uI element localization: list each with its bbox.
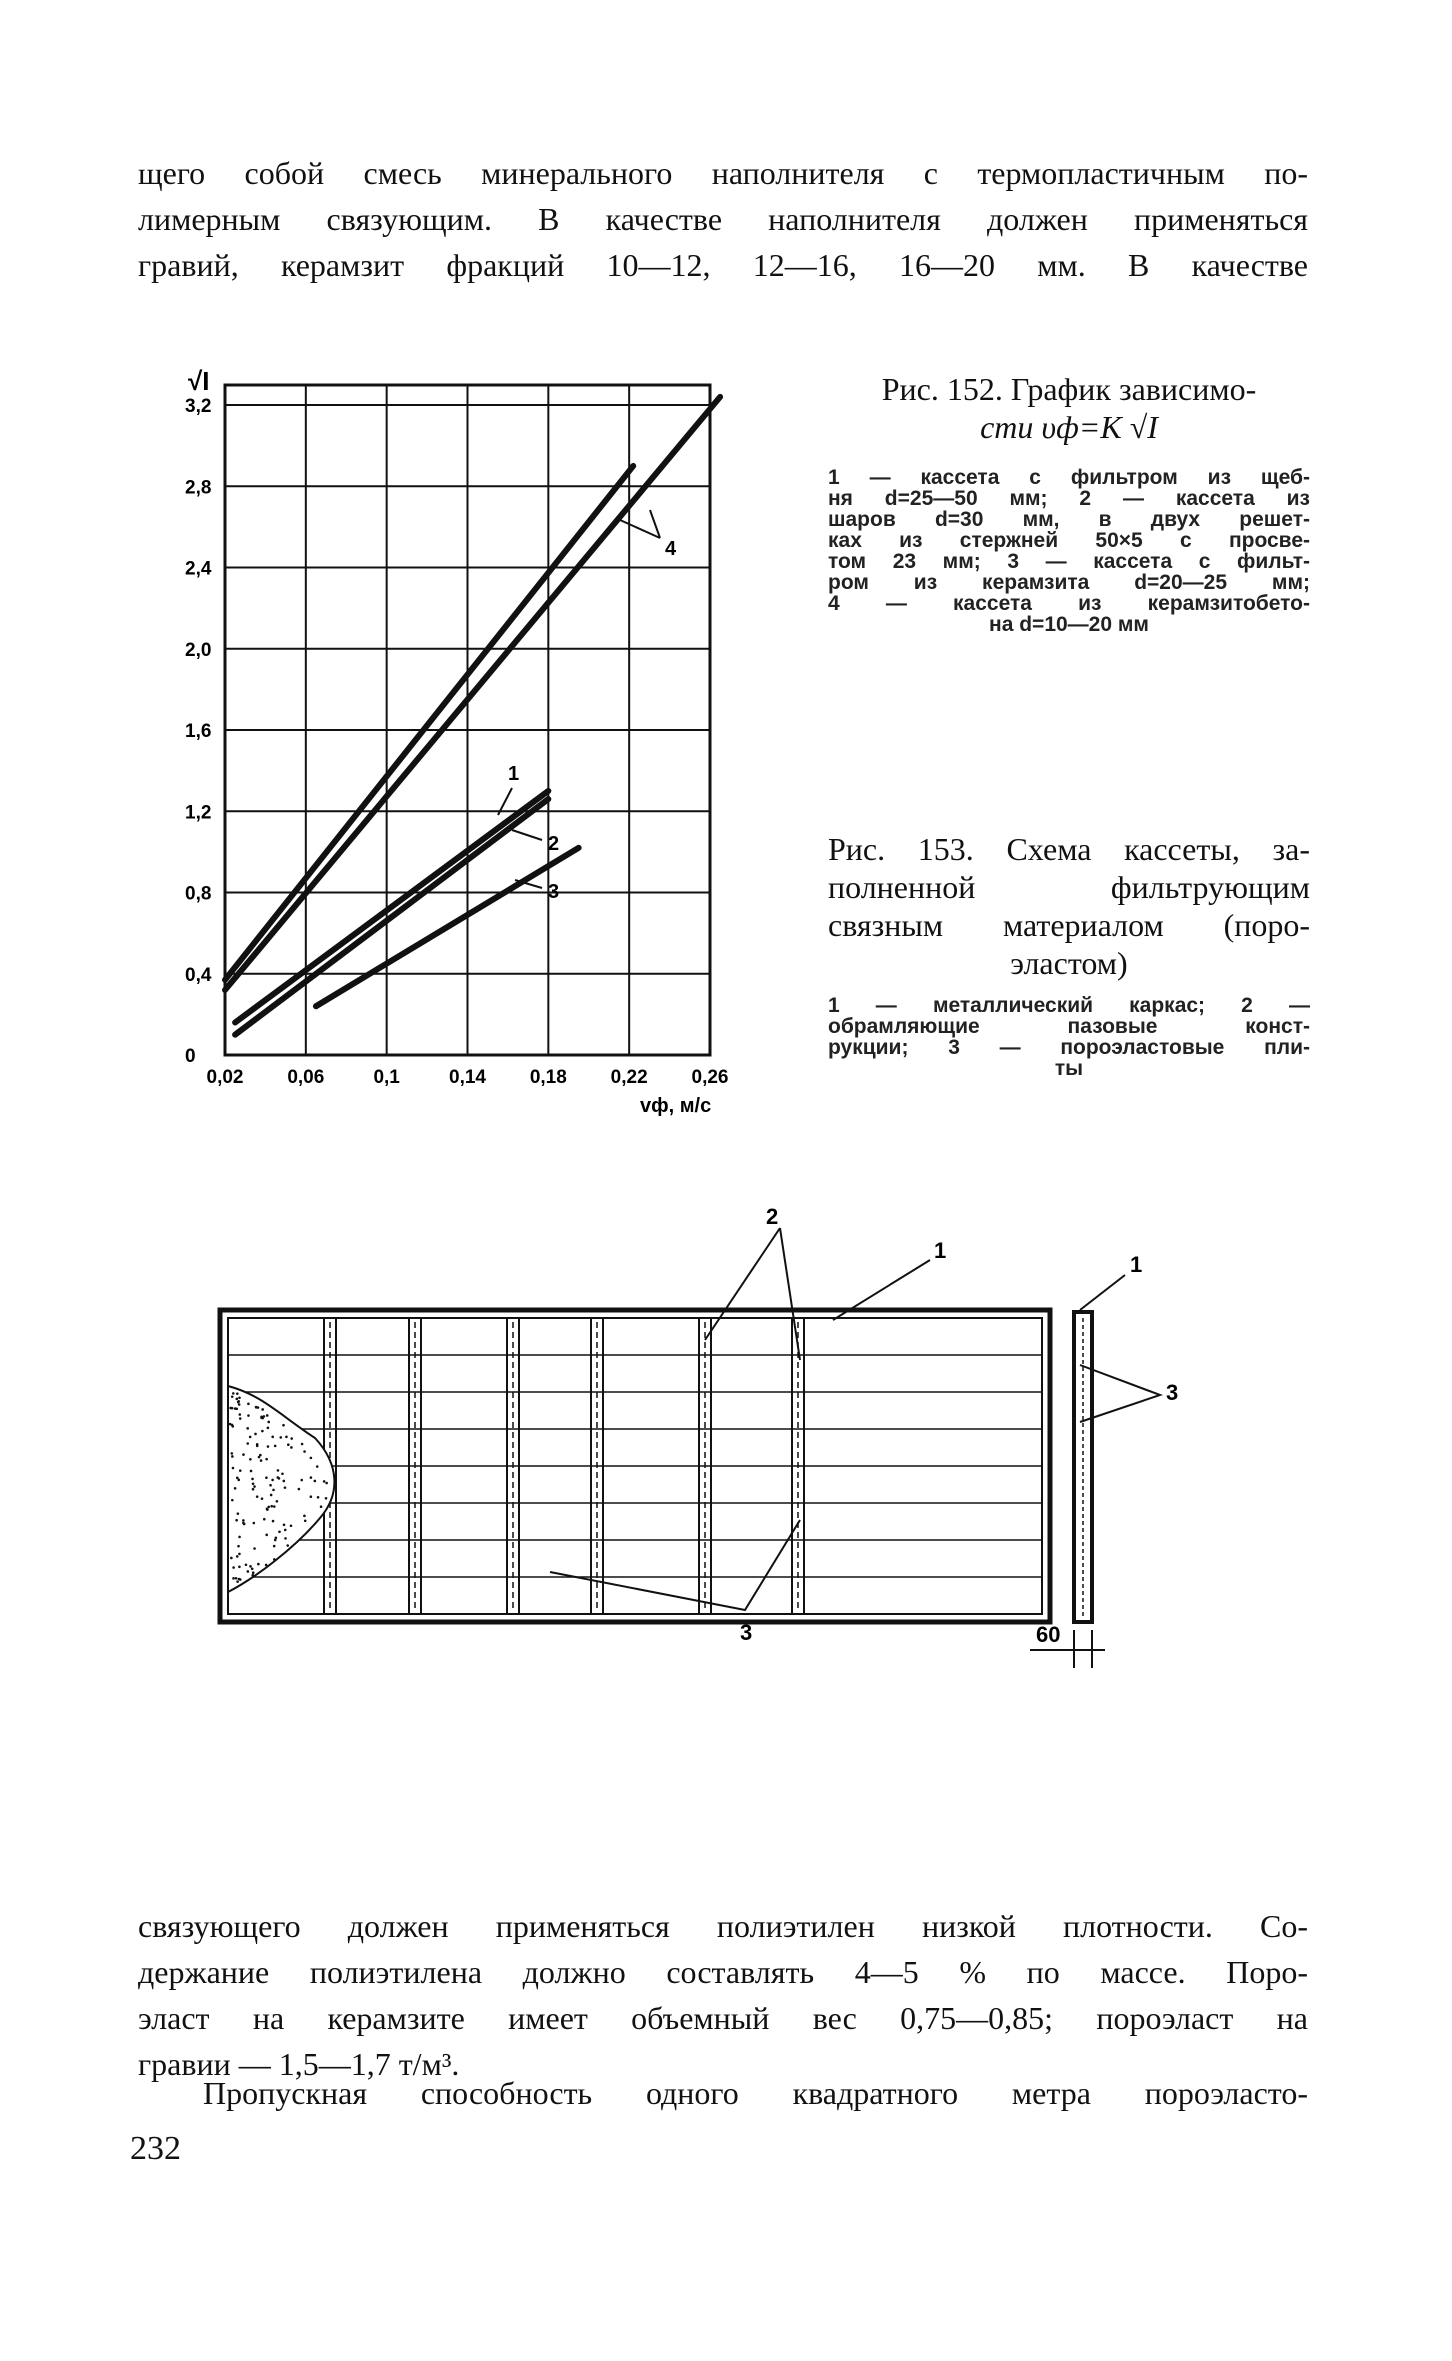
fill-dot	[247, 1414, 250, 1417]
annotation-label: 4	[665, 538, 677, 560]
fill-dot	[260, 1459, 263, 1462]
fill-dot	[232, 1392, 235, 1395]
fill-dot	[238, 1536, 241, 1539]
leader-2a	[705, 1228, 780, 1340]
fill-dot	[256, 1495, 259, 1498]
fill-dot	[265, 1564, 268, 1567]
x-tick-label: 0,18	[529, 1067, 567, 1088]
caption-line: рукции; 3 — пороэластовые пли-	[828, 1036, 1310, 1059]
label-1-side: 1	[1130, 1252, 1143, 1277]
cutaway-section	[228, 1386, 334, 1592]
fill-dot	[267, 1421, 270, 1424]
caption-line: полненной фильтрующим	[828, 869, 1310, 905]
fill-dot	[238, 1396, 241, 1399]
text-line: эласт на керамзите имеет объемный вес 0,75—0,85; пороэласт на	[138, 2000, 1308, 2036]
fill-dot	[237, 1401, 240, 1404]
fill-dot	[235, 1519, 238, 1522]
caption-line: обрамляющие пазовые конст-	[828, 1015, 1310, 1038]
fill-dot	[273, 1558, 276, 1561]
y-tick-label: 2,0	[185, 639, 212, 661]
annotation-leader	[512, 830, 542, 840]
fill-dot	[270, 1494, 273, 1497]
fill-dot	[273, 1505, 276, 1508]
fill-dot	[290, 1524, 293, 1527]
caption-line: Рис. 153. Схема кассеты, за-	[828, 831, 1310, 867]
x-axis-label: vф, м/с	[640, 1095, 712, 1117]
fill-dot	[303, 1515, 306, 1518]
caption-line: 4 — кассета из керамзитобето-	[828, 592, 1310, 615]
dimension-label: 60	[1036, 1622, 1061, 1647]
fill-dot	[237, 1512, 240, 1515]
fill-dot	[238, 1565, 241, 1568]
fill-dot	[255, 1406, 258, 1409]
fill-dot	[271, 1436, 274, 1439]
fill-dot	[267, 1427, 270, 1430]
fill-dot	[267, 1506, 270, 1509]
fill-dot	[283, 1523, 286, 1526]
fill-dot	[325, 1482, 328, 1485]
caption-line: ты	[1054, 1057, 1084, 1080]
fill-dot	[238, 1403, 241, 1406]
fill-dot	[290, 1437, 293, 1440]
fill-dot	[245, 1563, 248, 1566]
fill-dot	[249, 1565, 252, 1568]
text-line: Пропускная способность одного квадратного метра пороэласто-	[203, 2075, 1308, 2111]
fill-dot	[274, 1539, 277, 1542]
fill-dot	[267, 1445, 270, 1448]
annotation-label: 3	[548, 881, 560, 903]
fill-dot	[325, 1497, 328, 1500]
chart-grid	[225, 385, 710, 1055]
fill-dot	[253, 1522, 256, 1525]
fill-dot	[310, 1495, 313, 1498]
fill-dot	[253, 1547, 256, 1550]
fill-dot	[232, 1577, 235, 1580]
paragraph-bottom	[138, 1903, 1308, 2087]
fill-dot	[250, 1470, 253, 1473]
text-line: лимерным связующим. В качестве наполнителя должен применяться	[138, 201, 1308, 237]
label-3: 3	[740, 1620, 753, 1645]
y-tick-label: 0,8	[185, 883, 212, 905]
fill-dot	[261, 1408, 264, 1411]
label-3-side: 3	[1166, 1380, 1179, 1405]
fill-dot	[231, 1407, 234, 1410]
fill-dot	[251, 1574, 254, 1577]
fill-dot	[323, 1480, 326, 1483]
fill-dot	[249, 1458, 252, 1461]
text-line: гравий, керамзит фракций 10—12, 12—16, 16—20 мм. В качестве	[138, 247, 1308, 283]
caption-line: шаров d=30 мм, в двух решет-	[828, 508, 1310, 531]
label-2: 2	[766, 1204, 779, 1229]
fill-dot	[232, 1566, 235, 1569]
fill-dot	[231, 1455, 234, 1458]
fill-dot	[236, 1555, 239, 1558]
fill-dot	[235, 1577, 238, 1580]
fill-dot	[314, 1480, 317, 1483]
fill-dot	[279, 1436, 282, 1439]
chart-series	[225, 397, 720, 1035]
fill-dot	[275, 1536, 278, 1539]
fill-dot	[249, 1436, 252, 1439]
fill-dot	[236, 1398, 239, 1401]
fill-dot	[252, 1488, 255, 1491]
caption-line: сти υф=K √I	[980, 409, 1158, 445]
fill-dot	[253, 1485, 256, 1488]
fill-dot	[235, 1407, 238, 1410]
x-tick-label: 0,1	[373, 1067, 400, 1088]
fill-dot	[273, 1545, 276, 1548]
fill-dot	[287, 1443, 290, 1446]
y-tick-label: 0	[185, 1046, 196, 1067]
fill-dot	[310, 1457, 313, 1460]
fill-dot	[274, 1445, 277, 1448]
fill-dot	[298, 1488, 301, 1491]
caption-line: Рис. 152. График зависимо-	[881, 371, 1257, 407]
fill-dot	[242, 1453, 245, 1456]
fill-dot	[236, 1580, 239, 1583]
fill-dot	[269, 1484, 272, 1487]
fill-dot	[265, 1476, 268, 1479]
fill-dot	[242, 1519, 245, 1522]
fill-dot	[290, 1446, 293, 1449]
fill-dot	[261, 1430, 264, 1433]
caption-line: связным материалом (поро-	[828, 907, 1310, 943]
fill-dot	[276, 1500, 279, 1503]
annotation-label: 1	[508, 763, 520, 785]
fill-dot	[265, 1458, 268, 1461]
y-tick-label: 2,8	[185, 477, 212, 499]
fill-dot	[238, 1553, 241, 1556]
fill-dot	[251, 1567, 254, 1570]
fill-dot	[271, 1479, 274, 1482]
fill-dot	[231, 1499, 234, 1502]
fill-dot	[236, 1477, 239, 1480]
caption-line: ках из стержней 50×5 с просве-	[828, 529, 1310, 552]
fill-dot	[251, 1478, 254, 1481]
caption-line: 1 — кассета с фильтром из щеб-	[828, 466, 1310, 489]
caption-line: на d=10—20 мм	[989, 613, 1149, 636]
fill-dot	[232, 1467, 235, 1470]
fill-dot	[270, 1505, 273, 1508]
fill-dot	[265, 1534, 268, 1537]
annotation-label: 2	[548, 833, 560, 855]
chart-figure-152	[180, 360, 740, 1140]
text-line: щего собой смесь минерального наполнителя с термопластичным по-	[138, 155, 1308, 191]
fill-dot	[320, 1505, 323, 1508]
x-tick-label: 0,26	[691, 1067, 729, 1088]
leader-2b	[780, 1228, 800, 1360]
fill-dot	[304, 1519, 307, 1522]
fill-dot	[286, 1544, 289, 1547]
y-tick-label: 1,2	[185, 802, 212, 824]
x-tick-labels	[207, 1067, 729, 1088]
series-line-2	[235, 799, 548, 1035]
fill-dot	[234, 1487, 237, 1490]
fill-dot	[282, 1424, 285, 1427]
label-1: 1	[934, 1238, 947, 1263]
fill-dot	[260, 1416, 263, 1419]
fill-dot	[300, 1479, 303, 1482]
fill-dot	[239, 1417, 242, 1420]
x-tick-label: 0,06	[287, 1067, 325, 1088]
fill-dot	[256, 1445, 259, 1448]
fill-dot	[237, 1545, 240, 1548]
caption-line: ром из керамзита d=20—25 мм;	[828, 571, 1310, 594]
plate-rows	[228, 1355, 1042, 1577]
text-line: держание полиэтилена должно составлять 4—5 % по массе. Поро-	[138, 1954, 1308, 1990]
fill-dot	[239, 1578, 242, 1581]
fill-dot	[239, 1469, 242, 1472]
series-annotations	[498, 510, 677, 903]
fill-dot	[284, 1486, 287, 1489]
y-tick-label: 0,4	[185, 964, 212, 986]
fill-dot	[310, 1476, 313, 1479]
paragraph-last	[138, 2070, 1308, 2116]
leader-3	[550, 1520, 800, 1610]
fill-dot	[236, 1392, 239, 1395]
x-tick-label: 0,02	[206, 1067, 244, 1088]
figure-152-caption-body	[828, 467, 1310, 635]
page-number: 232	[130, 2130, 181, 2167]
fill-dot	[231, 1395, 234, 1398]
fill-dot	[257, 1563, 260, 1566]
fill-dot	[284, 1537, 287, 1540]
fill-dot	[263, 1518, 266, 1521]
fill-dot	[272, 1520, 275, 1523]
x-tick-label: 0,22	[610, 1067, 648, 1088]
fill-dot	[254, 1433, 257, 1436]
figure-153-caption-body	[828, 995, 1310, 1079]
caption-line: том 23 мм; 3 — кассета с фильт-	[828, 550, 1310, 573]
fill-dot	[266, 1414, 269, 1417]
caption-line: ня d=25—50 мм; 2 — кассета из	[828, 487, 1310, 510]
fill-dot	[229, 1423, 232, 1426]
figure-152-caption-title	[828, 370, 1310, 446]
fill-dot	[252, 1482, 255, 1485]
fill-dot	[247, 1570, 250, 1573]
x-tick-label: 0,14	[449, 1067, 486, 1088]
fill-dot	[266, 1508, 269, 1511]
y-tick-labels	[185, 396, 212, 1067]
fill-dot	[258, 1456, 261, 1459]
fill-dot	[243, 1523, 246, 1526]
cassette-diagram-153	[200, 1200, 1260, 1860]
fill-dot	[277, 1469, 280, 1472]
leader-1-side	[1080, 1275, 1125, 1310]
paragraph-top	[138, 150, 1308, 288]
fill-dot	[246, 1442, 249, 1445]
fill-dot	[272, 1489, 275, 1492]
fill-dot	[261, 1497, 264, 1500]
fill-dot	[252, 1571, 255, 1574]
series-line-4	[225, 466, 633, 980]
caption-line: эластом)	[1010, 945, 1128, 981]
fill-dot	[303, 1450, 306, 1453]
fill-dot	[283, 1480, 286, 1483]
fill-dot	[231, 1452, 234, 1455]
figure-153-caption-title	[828, 830, 1310, 982]
text-line: связующего должен применяться полиэтилен низкой плотности. Со-	[138, 1908, 1308, 1944]
fill-dot	[278, 1531, 281, 1534]
text-line: гравии — 1,5—1,7 т/м³.	[138, 2046, 460, 2082]
y-tick-label: 1,6	[185, 721, 212, 742]
fill-dot	[285, 1436, 288, 1439]
fill-dot	[317, 1496, 320, 1499]
fill-dot	[230, 1557, 233, 1560]
fill-dot	[281, 1472, 284, 1475]
fill-dot	[301, 1443, 304, 1446]
fill-dot	[238, 1413, 241, 1416]
fill-dot	[277, 1476, 280, 1479]
fill-dot	[246, 1427, 249, 1430]
caption-line: 1 — металлический каркас; 2 —	[828, 994, 1310, 1017]
y-axis-label: √I	[188, 366, 210, 396]
fill-dot	[316, 1465, 319, 1468]
y-tick-label: 3,2	[185, 396, 212, 417]
fill-dot	[247, 1403, 250, 1406]
fill-dot	[284, 1529, 287, 1532]
y-tick-label: 2,4	[185, 558, 212, 580]
